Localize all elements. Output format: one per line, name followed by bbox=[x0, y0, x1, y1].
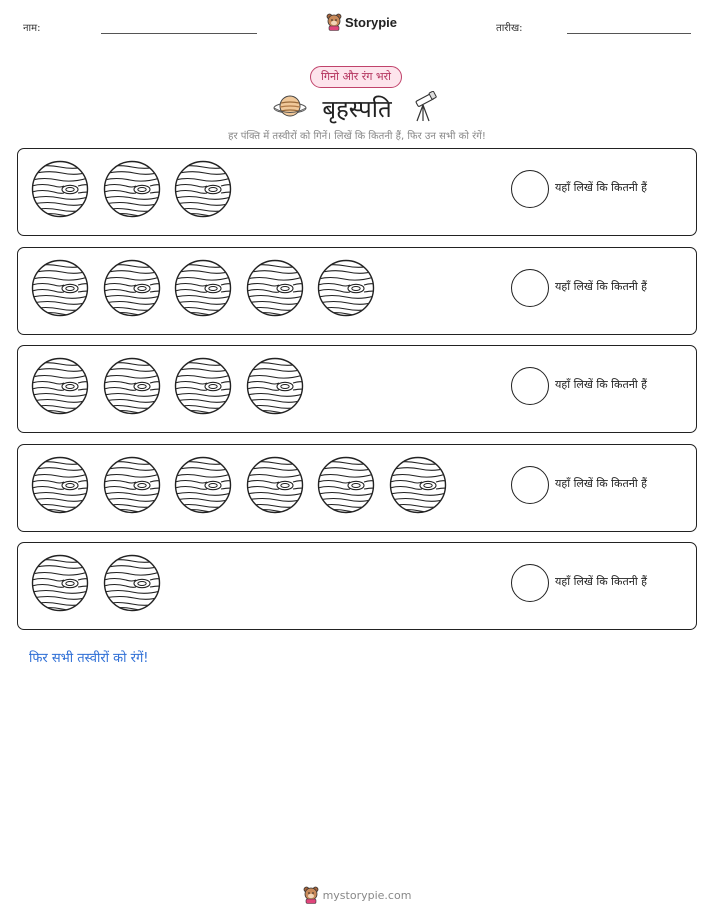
answer-label: यहाँ लिखें कि कितनी हैं bbox=[555, 575, 648, 588]
answer-label: यहाँ लिखें कि कितनी हैं bbox=[555, 476, 648, 490]
jupiter-planet-icon[interactable] bbox=[102, 455, 162, 515]
instructions-text: हर पंक्ति में तस्वीरों को गिनें। लिखें कि कितनी हैं, फिर उन सभी को रंगें! bbox=[228, 131, 486, 142]
page-title: बृहस्पति bbox=[322, 95, 392, 123]
footer bbox=[0, 886, 714, 904]
count-row bbox=[17, 542, 697, 630]
jupiter-planet-icon[interactable] bbox=[173, 159, 233, 219]
date-label: तारीख: bbox=[496, 23, 523, 34]
jupiter-planet-icon[interactable] bbox=[173, 356, 233, 416]
footer-url[interactable]: mystorypie.com bbox=[322, 888, 412, 902]
jupiter-planet-icon[interactable] bbox=[102, 356, 162, 416]
jupiter-planet-icon[interactable] bbox=[30, 356, 90, 416]
jupiter-planet-icon[interactable] bbox=[316, 455, 376, 515]
jupiter-planet-icon[interactable] bbox=[102, 553, 162, 613]
jupiter-planet-icon[interactable] bbox=[388, 455, 448, 515]
bear-mascot-icon bbox=[303, 886, 319, 904]
jupiter-planet-icon[interactable] bbox=[30, 258, 90, 318]
name-label: नाम: bbox=[23, 23, 41, 34]
jupiter-planet-icon[interactable] bbox=[245, 258, 305, 318]
answer-circle[interactable] bbox=[511, 466, 549, 504]
answer-label: यहाँ लिखें कि कितनी हैं bbox=[555, 279, 648, 293]
count-row bbox=[17, 148, 697, 236]
date-line[interactable] bbox=[567, 33, 691, 34]
jupiter-planet-icon[interactable] bbox=[173, 258, 233, 318]
telescope-icon bbox=[410, 91, 438, 123]
jupiter-planet-icon[interactable] bbox=[245, 455, 305, 515]
jupiter-planet-icon[interactable] bbox=[30, 455, 90, 515]
jupiter-planet-icon[interactable] bbox=[30, 159, 90, 219]
jupiter-planet-icon[interactable] bbox=[245, 356, 305, 416]
jupiter-planet-icon[interactable] bbox=[102, 159, 162, 219]
answer-label: यहाँ लिखें कि कितनी हैं bbox=[555, 378, 648, 391]
color-instruction: फिर सभी तस्वीरों को रंगें! bbox=[29, 651, 149, 666]
jupiter-planet-icon[interactable] bbox=[316, 258, 376, 318]
answer-circle[interactable] bbox=[511, 170, 549, 208]
jupiter-planet-icon[interactable] bbox=[173, 455, 233, 515]
count-row bbox=[17, 444, 697, 532]
jupiter-planet-icon[interactable] bbox=[30, 553, 90, 613]
answer-circle[interactable] bbox=[511, 564, 549, 602]
logo-text: Storypie bbox=[345, 14, 398, 30]
count-row bbox=[17, 247, 697, 335]
activity-badge: गिनो और रंग भरो bbox=[310, 66, 402, 88]
answer-label: यहाँ लिखें कि कितनी हैं bbox=[555, 181, 648, 194]
jupiter-planet-icon[interactable] bbox=[102, 258, 162, 318]
count-row bbox=[17, 345, 697, 433]
bear-mascot-icon bbox=[326, 13, 342, 31]
answer-circle[interactable] bbox=[511, 367, 549, 405]
answer-circle[interactable] bbox=[511, 269, 549, 307]
storypie-logo bbox=[326, 13, 397, 31]
name-line[interactable] bbox=[101, 33, 257, 34]
